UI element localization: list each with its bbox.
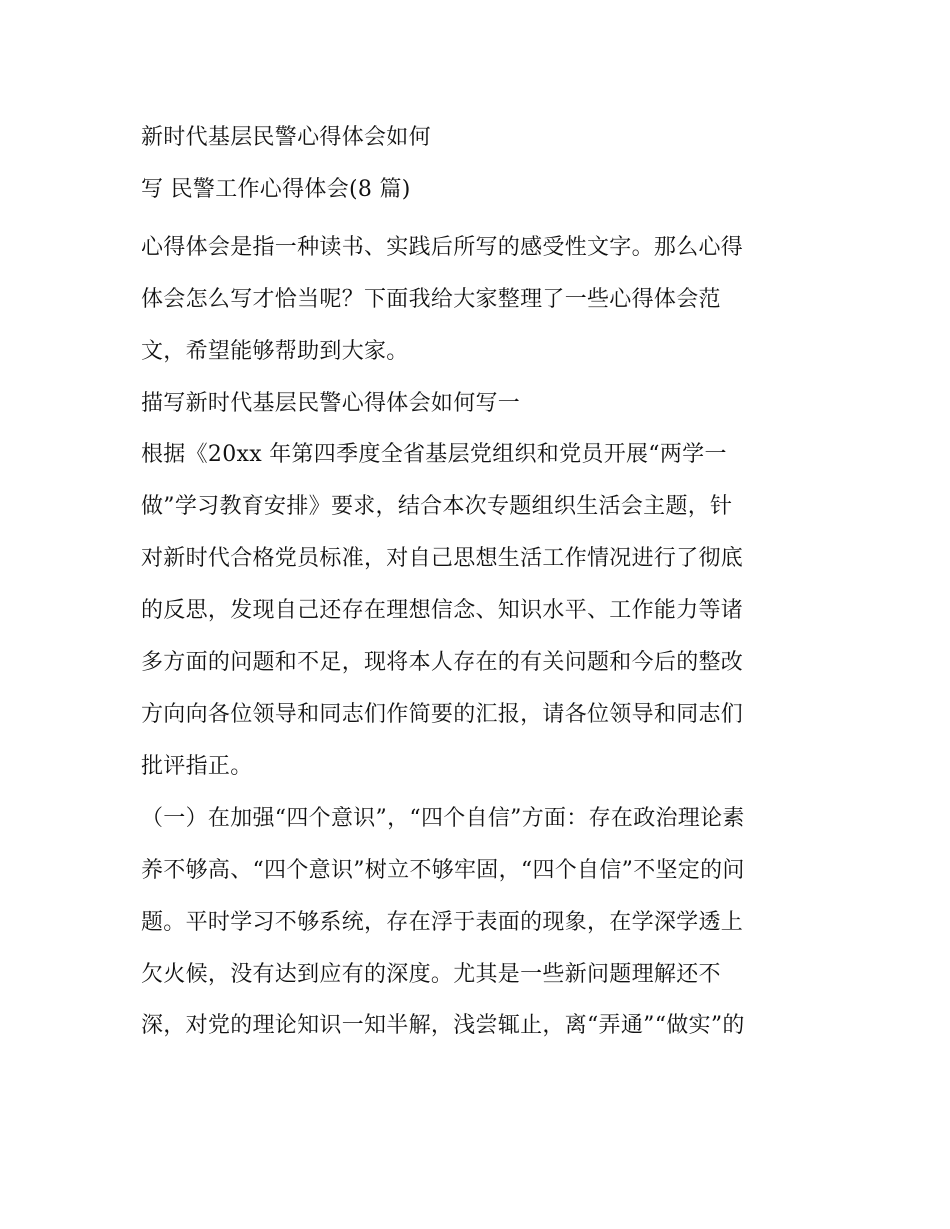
paragraph-line-7: 批评指正。 [141, 753, 253, 779]
document-body [141, 222, 813, 1053]
point-one-line-2: 养不够高、“四个意识”树立不够牢固，“四个自信”不坚定的问 [141, 857, 745, 883]
paragraph-line-2: 做”学习教育安排》要求，结合本次专题组织生活会主题，针 [141, 494, 733, 520]
point-one-line-3: 题。平时学习不够系统，存在浮于表面的现象，在学深学透上 [141, 909, 744, 935]
intro-line-3: 文，希望能够帮助到大家。 [141, 338, 409, 364]
point-one-line-1: （一）在加强“四个意识”，“四个自信”方面：存在政治理论素 [141, 805, 745, 831]
title-line-2: 写 民警工作心得体会(8 篇) [141, 176, 411, 202]
paragraph-line-5: 多方面的问题和不足，现将本人存在的有关问题和今后的整改 [141, 650, 744, 676]
paragraph-line-1: 根据《20xx 年第四季度全省基层党组织和党员开展“两学一 [141, 442, 727, 468]
paragraph-line-4: 的反思，发现自己还存在理想信念、知识水平、工作能力等诸 [141, 598, 744, 624]
intro-line-1: 心得体会是指一种读书、实践后所写的感受性文字。那么心得 [141, 234, 744, 260]
paragraph-line-6: 方向向各位领导和同志们作简要的汇报，请各位领导和同志们 [141, 701, 744, 727]
section-heading: 描写新时代基层民警心得体会如何写一 [141, 390, 521, 416]
paragraph-line-3: 对新时代合格党员标准，对自己思想生活工作情况进行了彻底 [141, 546, 744, 572]
point-one-line-4: 欠火候，没有达到应有的深度。尤其是一些新问题理解还不 [141, 961, 721, 987]
document-content [141, 112, 813, 1052]
point-one-line-5: 深，对党的理论知识一知半解，浅尝辄止，离“弄通”“做实”的 [141, 1013, 745, 1039]
document-title [141, 112, 813, 216]
title-line-1: 新时代基层民警心得体会如何 [141, 125, 431, 150]
intro-line-2: 体会怎么写才恰当呢？下面我给大家整理了一些心得体会范 [141, 286, 721, 312]
